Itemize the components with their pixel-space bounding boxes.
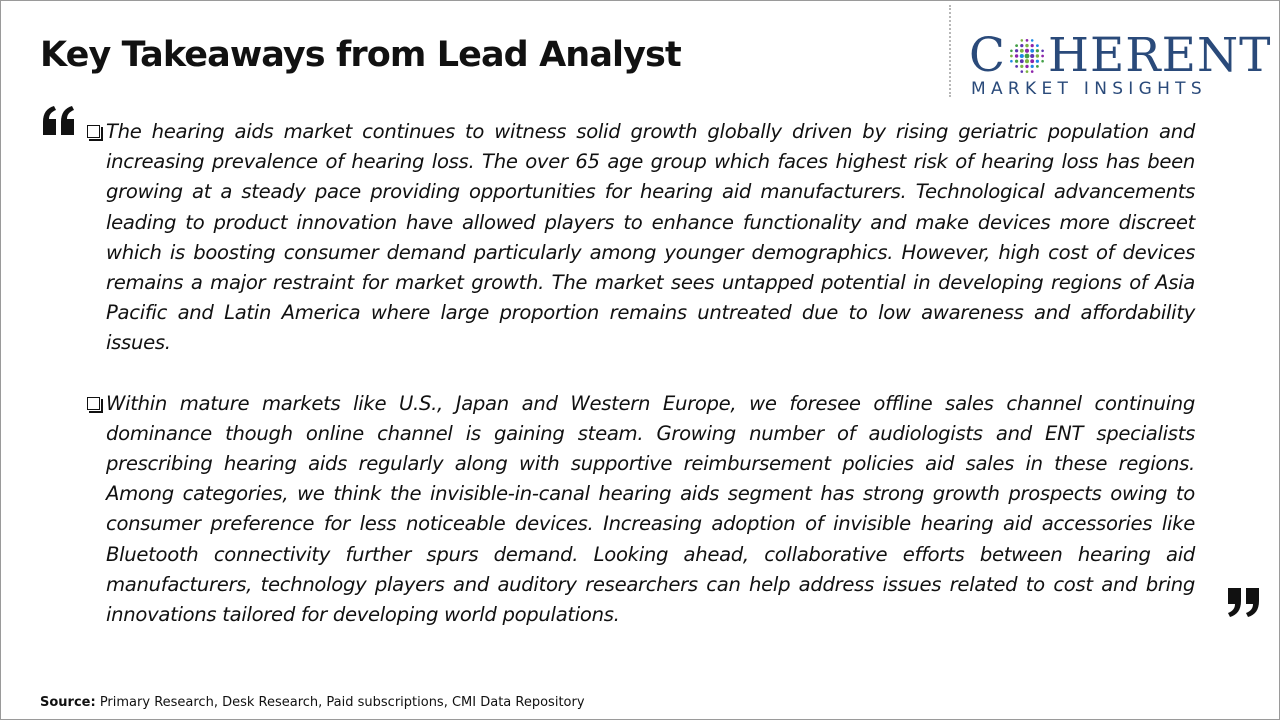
globe-dot [1025, 65, 1028, 68]
dotted-globe-icon [1007, 36, 1047, 76]
globe-dot [1020, 65, 1023, 68]
takeaways-list [87, 117, 1201, 630]
globe-dot [1036, 60, 1039, 63]
globe-dot [1015, 44, 1018, 47]
globe-dot [1036, 65, 1039, 68]
source-label: Source: [40, 695, 96, 710]
globe-dot [1020, 49, 1024, 53]
globe-dot [1025, 44, 1028, 47]
globe-dot [1020, 39, 1023, 42]
globe-dot [1030, 59, 1034, 63]
globe-dot [1041, 50, 1044, 53]
globe-dot [1041, 60, 1044, 63]
globe-dot [1020, 70, 1023, 73]
checkbox-bullet-icon [87, 397, 100, 410]
globe-dot [1031, 44, 1034, 47]
page-title: Key Takeaways from Lead Analyst [40, 35, 681, 75]
list-item [87, 389, 1201, 631]
globe-dot [1015, 65, 1018, 68]
logo-letter-c: C [969, 28, 1006, 83]
close-quote-icon [1225, 586, 1261, 618]
header-divider [949, 5, 951, 97]
globe-dot [1041, 55, 1044, 58]
globe-dot [1036, 54, 1039, 57]
globe-dot [1031, 39, 1034, 42]
globe-dot [1026, 70, 1029, 73]
globe-dot [1010, 60, 1013, 63]
open-quote-icon [41, 105, 77, 137]
globe-dot [1030, 49, 1034, 53]
globe-dot [1015, 54, 1018, 57]
globe-dot [1015, 60, 1018, 63]
globe-dot [1020, 44, 1023, 47]
takeaway-text: The hearing aids market continues to witness solid growth globally driven by rising geriatric population and increasing prevalence of hearing loss. The over 65 age group which faces highest risk of hearing loss has been growing at a steady pace providing opportunities for hearing aid manufacturers. Technological advancements leading to product innovation have allowed players to enhance functionality and make devices more discreet which is boosting consumer demand particularly among younger demographics. However, high cost of devices remains a major restraint for market growth. The market sees untapped potential in developing regions of Asia Pacific and Latin America where large proportion remains untreated due to low awareness and affordability issues. [106, 120, 1195, 355]
globe-dot [1025, 54, 1030, 59]
list-item [87, 117, 1201, 359]
globe-dot [1026, 39, 1029, 42]
logo-tagline: MARKET INSIGHTS [971, 79, 1207, 99]
globe-dot [1025, 49, 1029, 53]
globe-dot [1010, 50, 1013, 53]
globe-dot [1036, 44, 1039, 47]
globe-dot [1031, 65, 1034, 68]
logo-letters-herent: HERENT [1047, 28, 1272, 83]
globe-dot [1015, 49, 1018, 52]
globe-dot [1010, 55, 1013, 58]
source-text: Primary Research, Desk Research, Paid subscriptions, CMI Data Repository [95, 695, 585, 710]
source-note [40, 695, 585, 710]
takeaway-text: Within mature markets like U.S., Japan and Western Europe, we foresee offline sales channel continuing dominance though online channel is gaining steam. Growing number of audiologists and ENT specialists prescribing hearing aids regularly along with supportive reimbursement policies aid sales in these regions. Among categories, we think the invisible-in-canal hearing aids segment has strong growth prospects owing to consumer preference for less noticeable devices. Increasing adoption of invisible hearing aid accessories like Bluetooth connectivity further spurs demand. Looking ahead, collaborative efforts between hearing aid manufacturers, technology players and auditory researchers can help address issues related to cost and bring innovations tailored for developing world populations. [106, 391, 1195, 627]
globe-dot [1030, 54, 1034, 58]
globe-dot [1020, 54, 1024, 58]
globe-dot [1020, 59, 1024, 63]
logo-wordmark [969, 28, 1272, 83]
globe-dot [1036, 49, 1039, 52]
globe-dot [1031, 70, 1034, 73]
company-logo [969, 28, 1272, 101]
checkbox-bullet-icon [87, 125, 100, 138]
globe-dot [1025, 59, 1029, 63]
